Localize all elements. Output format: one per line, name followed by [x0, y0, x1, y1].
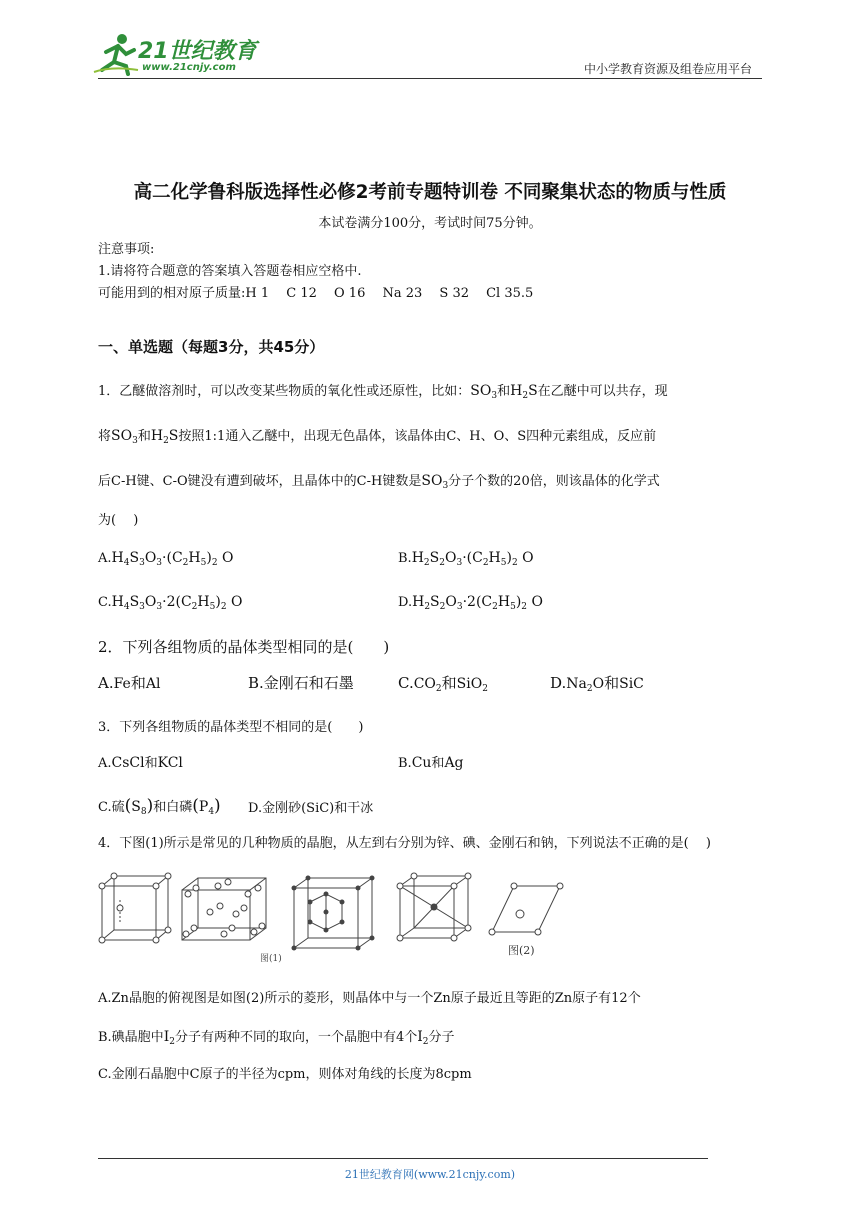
q3-option-c[interactable]: C.硫$(S_8)$和白磷$(P_4)$ — [98, 796, 221, 817]
question-1-line-2: 将$SO_3$和$H_2S$按照1:1通入乙醚中，出现无色晶体，该晶体由C、H、O、S四种元素组成，反应前 — [98, 428, 657, 446]
q3-option-d[interactable]: D.金刚砂(SiC)和干冰 — [248, 801, 374, 816]
q2-option-c[interactable]: $C.CO_2$和SiO$_2$ — [398, 674, 488, 694]
header-divider — [98, 78, 762, 79]
q1-option-a[interactable]: $A.H_4S_3O_3\cdot(C_2H_5)_2$ O — [98, 550, 234, 568]
footer-divider — [98, 1158, 708, 1159]
q4-option-a[interactable]: A.Zn晶胞的俯视图是如图(2)所示的菱形，则晶体中与一个Zn原子最近且等距的Zn原子有12个 — [98, 991, 641, 1006]
q4-option-c[interactable]: C.金刚石晶胞中C原子的半径为cpm，则体对角线的长度为8cpm — [98, 1067, 472, 1082]
figure-2-caption: 图(2) — [508, 944, 535, 957]
question-1-line-4: 为( ) — [98, 513, 139, 528]
question-3-stem: 3．下列各组物质的晶体类型不相同的是( ) — [98, 720, 364, 735]
runner-logo-icon — [92, 32, 140, 76]
section-heading: 一、单选题（每题3分，共45分） — [98, 338, 325, 356]
q3-option-b[interactable]: B.Cu和Ag — [398, 755, 464, 771]
q4-option-b[interactable]: B.碘晶胞中$I_2$分子有两种不同的取向，一个晶胞中有4个$I_2$分子 — [98, 1029, 455, 1047]
q2-option-d[interactable]: $D.Na_2O$和SiC — [550, 674, 644, 694]
page-title: 高二化学鲁科版选择性必修2考前专题特训卷 不同聚集状态的物质与性质 — [133, 182, 727, 203]
footer-link[interactable]: 21世纪教育网(www.21cnjy.com) — [344, 1168, 516, 1181]
q2-option-a[interactable]: A.Fe和Al — [98, 674, 161, 692]
q1-option-c[interactable]: $C.H_4S_3O_3\cdot 2(C_2H_5)_2$ O — [98, 594, 243, 612]
question-4-stem: 4．下图(1)所示是常见的几种物质的晶胞，从左到右分别为锌、碘、金刚石和钠，下列说法不正确的是( ) — [98, 836, 711, 851]
platform-name: 中小学教育资源及组卷应用平台 — [583, 62, 752, 76]
logo — [92, 32, 262, 78]
rhombus-figure-2 — [486, 880, 566, 960]
figure-1-caption: 图(1) — [260, 954, 282, 964]
notes-heading: 注意事项: — [98, 242, 155, 257]
question-1-line-3: 后C-H键、C-O键没有遭到破坏，且晶体中的C-H键数是$SO_3$分子个数的20倍，则该晶体的化学式 — [98, 473, 660, 491]
question-1-line-1: 1．乙醚做溶剂时，可以改变某些物质的氧化性或还原性，比如：$SO_3$和$H_2S$在乙醚中可以共存，现 — [98, 383, 668, 401]
q3-option-a[interactable]: A.CsCl和KCl — [98, 755, 183, 771]
atomic-masses: 可能用到的相对原子质量:H 1 C 12 O 16 Na 23 S 32 Cl 35.5 — [98, 286, 534, 301]
crystal-cells-figure-1 — [98, 872, 388, 964]
question-2-stem: 2．下列各组物质的晶体类型相同的是( ) — [98, 638, 390, 656]
exam-info: 本试卷满分100分，考试时间75分钟。 — [318, 216, 542, 231]
q1-option-d[interactable]: $D.H_2S_2O_3\cdot 2(C_2H_5)_2$ O — [398, 594, 543, 612]
sodium-cell-figure — [396, 872, 476, 942]
q2-option-b[interactable]: B.金刚石和石墨 — [248, 674, 354, 692]
logo-url: www.21cnjy.com — [142, 62, 236, 73]
q1-option-b[interactable]: $B.H_2S_2O_3\cdot(C_2H_5)_2$ O — [398, 550, 534, 568]
notes-item-1: 1.请将符合题意的答案填入答题卷相应空格中. — [98, 264, 362, 279]
logo-text: 21世纪教育 — [138, 39, 257, 64]
